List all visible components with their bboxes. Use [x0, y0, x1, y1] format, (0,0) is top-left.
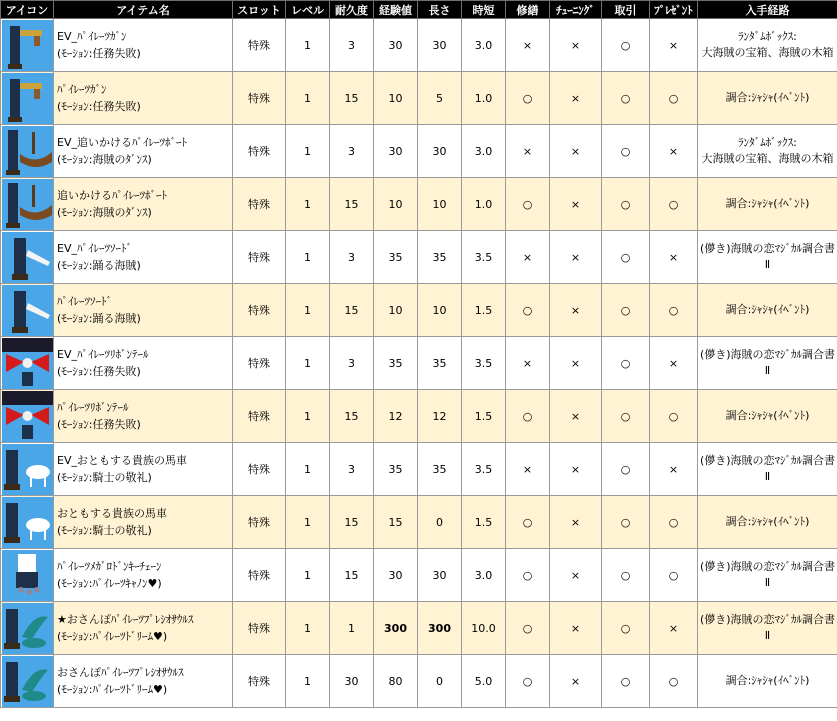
- item-icon-cell: [1, 284, 54, 337]
- cell-tuning: ×: [550, 178, 602, 231]
- cell-time: 3.5: [462, 337, 506, 390]
- cell-length: 12: [418, 390, 462, 443]
- cell-length: 30: [418, 549, 462, 602]
- cell-level: 1: [286, 231, 330, 284]
- cell-length: 0: [418, 655, 462, 708]
- cell-route: [698, 549, 837, 602]
- route-line-1: ﾗﾝﾀﾞﾑﾎﾞｯｸｽ:: [738, 30, 797, 43]
- route-line-1: 調合:ｼｬｼｬ(ｲﾍﾞﾝﾄ): [725, 515, 810, 528]
- cell-slot: 特殊: [233, 19, 286, 72]
- noble-carriage-icon: [2, 444, 53, 495]
- cell-repair: ○: [506, 72, 550, 125]
- cell-route: [698, 19, 837, 72]
- cell-time: 3.0: [462, 19, 506, 72]
- table-row: [1, 549, 837, 602]
- cell-route: [698, 178, 837, 231]
- item-motion: (ﾓｰｼｮﾝ:ﾊﾟｲﾚｰﾂﾄﾞﾘｰﾑ♥): [57, 683, 168, 696]
- cell-route: [698, 125, 837, 178]
- route-line-1: 調合:ｼｬｼｬ(ｲﾍﾞﾝﾄ): [725, 197, 810, 210]
- route-line-1: (儚き)海賊の恋ﾏｼﾞｶﾙ調合書Ⅱ: [699, 348, 836, 377]
- cell-tuning: ×: [550, 72, 602, 125]
- item-name-cell: [54, 496, 233, 549]
- cell-exp: 30: [374, 549, 418, 602]
- cell-present: ○: [650, 72, 698, 125]
- cell-trade: ○: [602, 125, 650, 178]
- item-icon-cell: [1, 19, 54, 72]
- cell-present: ×: [650, 443, 698, 496]
- pirate-boat-icon: [2, 126, 53, 177]
- item-name: ﾊﾟｲﾚｰﾂｿｰﾄﾞ: [57, 295, 112, 308]
- cell-trade: ○: [602, 655, 650, 708]
- item-motion: (ﾓｰｼｮﾝ:騎士の敬礼): [57, 524, 152, 537]
- item-name: ﾊﾟｲﾚｰﾂﾘﾎﾞﾝﾃｰﾙ: [57, 401, 129, 414]
- cell-time: 3.5: [462, 231, 506, 284]
- table-row: [1, 602, 837, 655]
- cell-exp: 12: [374, 390, 418, 443]
- cell-durability: 15: [330, 178, 374, 231]
- item-name: ﾊﾟｲﾚｰﾂｶﾞﾝ: [57, 83, 107, 96]
- cell-repair: ○: [506, 284, 550, 337]
- item-name-cell: [54, 337, 233, 390]
- pirate-gun-icon: [2, 73, 53, 124]
- item-icon-cell: [1, 72, 54, 125]
- header-level: レベル: [286, 1, 330, 19]
- item-icon-cell: [1, 390, 54, 443]
- cell-slot: 特殊: [233, 496, 286, 549]
- cell-present: ×: [650, 125, 698, 178]
- cell-trade: ○: [602, 231, 650, 284]
- cell-durability: 15: [330, 72, 374, 125]
- cell-durability: 3: [330, 19, 374, 72]
- cell-exp: 15: [374, 496, 418, 549]
- cell-tuning: ×: [550, 443, 602, 496]
- cell-repair: ×: [506, 443, 550, 496]
- route-line-1: 調合:ｼｬｼｬ(ｲﾍﾞﾝﾄ): [725, 409, 810, 422]
- route-line-2: 大海賊の宝箱、海賊の木箱: [701, 152, 834, 165]
- table-row: [1, 390, 837, 443]
- table-row: [1, 19, 837, 72]
- header-row: [1, 1, 837, 19]
- cell-level: 1: [286, 549, 330, 602]
- header-slot: スロット: [233, 1, 286, 19]
- table-row: [1, 231, 837, 284]
- cell-exp: 10: [374, 284, 418, 337]
- cell-length: 30: [418, 19, 462, 72]
- route-line-2: 大海賊の宝箱、海賊の木箱: [701, 46, 834, 59]
- item-name: 追いかけるﾊﾟｲﾚｰﾂﾎﾞｰﾄ: [57, 189, 167, 202]
- item-icon-cell: [1, 496, 54, 549]
- cell-trade: ○: [602, 602, 650, 655]
- cell-route: [698, 72, 837, 125]
- cell-durability: 15: [330, 390, 374, 443]
- item-icon-cell: [1, 231, 54, 284]
- item-name-cell: [54, 602, 233, 655]
- cell-slot: 特殊: [233, 655, 286, 708]
- item-name: おともする貴族の馬車: [57, 507, 167, 520]
- cell-repair: ○: [506, 549, 550, 602]
- pirate-sword-icon: [2, 285, 53, 336]
- cell-slot: 特殊: [233, 125, 286, 178]
- item-motion: (ﾓｰｼｮﾝ:任務失敗): [57, 100, 141, 113]
- cell-level: 1: [286, 284, 330, 337]
- cell-time: 1.0: [462, 72, 506, 125]
- cell-level: 1: [286, 443, 330, 496]
- cell-level: 1: [286, 72, 330, 125]
- item-name: EV_ﾊﾟｲﾚｰﾂｿｰﾄﾞ: [57, 242, 132, 255]
- route-line-1: (儚き)海賊の恋ﾏｼﾞｶﾙ調合書Ⅱ: [699, 242, 836, 271]
- cell-slot: 特殊: [233, 284, 286, 337]
- route-line-1: ﾗﾝﾀﾞﾑﾎﾞｯｸｽ:: [738, 136, 797, 149]
- pirate-boat-icon: [2, 179, 53, 230]
- cell-length: 10: [418, 284, 462, 337]
- cell-level: 1: [286, 125, 330, 178]
- cell-present: ×: [650, 231, 698, 284]
- item-name-cell: [54, 72, 233, 125]
- plesiosaurus-icon: [2, 603, 53, 654]
- cell-slot: 特殊: [233, 231, 286, 284]
- item-name: おさんぽﾊﾟｲﾚｰﾂﾌﾟﾚｼｵｻｳﾙｽ: [57, 666, 184, 679]
- cell-time: 5.0: [462, 655, 506, 708]
- cell-time: 1.5: [462, 284, 506, 337]
- cell-present: ○: [650, 549, 698, 602]
- cell-level: 1: [286, 496, 330, 549]
- item-icon-cell: [1, 602, 54, 655]
- cell-length: 35: [418, 231, 462, 284]
- item-name-cell: [54, 284, 233, 337]
- cell-route: [698, 284, 837, 337]
- item-motion: (ﾓｰｼｮﾝ:海賊のﾀﾞﾝｽ): [57, 153, 152, 166]
- cell-route: [698, 231, 837, 284]
- pirate-ribbon-icon: [2, 391, 53, 442]
- cell-repair: ○: [506, 496, 550, 549]
- cell-present: ○: [650, 496, 698, 549]
- item-motion: (ﾓｰｼｮﾝ:任務失敗): [57, 418, 141, 431]
- cell-present: ×: [650, 19, 698, 72]
- cell-route: [698, 337, 837, 390]
- cell-tuning: ×: [550, 337, 602, 390]
- table-row: [1, 655, 837, 708]
- cell-durability: 3: [330, 337, 374, 390]
- route-line-1: (儚き)海賊の恋ﾏｼﾞｶﾙ調合書Ⅱ: [699, 560, 836, 589]
- cell-repair: ○: [506, 178, 550, 231]
- table-row: [1, 443, 837, 496]
- item-motion: (ﾓｰｼｮﾝ:騎士の敬礼): [57, 471, 152, 484]
- cell-present: ○: [650, 390, 698, 443]
- item-icon-cell: [1, 337, 54, 390]
- header-durability: 耐久度: [330, 1, 374, 19]
- table-row: [1, 496, 837, 549]
- cell-durability: 3: [330, 125, 374, 178]
- table-row: [1, 72, 837, 125]
- cell-repair: ×: [506, 125, 550, 178]
- cell-durability: 1: [330, 602, 374, 655]
- cell-slot: 特殊: [233, 72, 286, 125]
- cell-level: 1: [286, 178, 330, 231]
- cell-exp: 35: [374, 443, 418, 496]
- cell-route: [698, 390, 837, 443]
- cell-tuning: ×: [550, 549, 602, 602]
- cell-trade: ○: [602, 72, 650, 125]
- cell-exp: 30: [374, 125, 418, 178]
- cell-exp: 30: [374, 19, 418, 72]
- item-name: ﾊﾟｲﾚｰﾂﾒｶﾞﾛﾄﾞﾝｷｰﾁｪｰﾝ: [57, 560, 162, 573]
- item-name: EV_おともする貴族の馬車: [57, 454, 187, 467]
- cell-present: ○: [650, 178, 698, 231]
- cell-repair: ○: [506, 602, 550, 655]
- cell-exp: 300: [374, 602, 418, 655]
- cell-tuning: ×: [550, 496, 602, 549]
- header-length: 長さ: [418, 1, 462, 19]
- cell-level: 1: [286, 19, 330, 72]
- table-row: [1, 284, 837, 337]
- item-icon-cell: [1, 549, 54, 602]
- cell-durability: 15: [330, 549, 374, 602]
- item-motion: (ﾓｰｼｮﾝ:踊る海賊): [57, 259, 141, 272]
- cell-durability: 3: [330, 443, 374, 496]
- cell-present: ○: [650, 284, 698, 337]
- cell-route: [698, 496, 837, 549]
- cell-trade: ○: [602, 549, 650, 602]
- pirate-ribbon-icon: [2, 338, 53, 389]
- cell-tuning: ×: [550, 19, 602, 72]
- header-time: 時短: [462, 1, 506, 19]
- item-motion: (ﾓｰｼｮﾝ:任務失敗): [57, 365, 141, 378]
- route-line-1: 調合:ｼｬｼｬ(ｲﾍﾞﾝﾄ): [725, 674, 810, 687]
- header-name: アイテム名: [54, 1, 233, 19]
- cell-time: 1.0: [462, 178, 506, 231]
- route-line-1: 調合:ｼｬｼｬ(ｲﾍﾞﾝﾄ): [725, 91, 810, 104]
- item-name-cell: [54, 231, 233, 284]
- cell-level: 1: [286, 602, 330, 655]
- cell-trade: ○: [602, 337, 650, 390]
- cell-time: 1.5: [462, 390, 506, 443]
- cell-time: 10.0: [462, 602, 506, 655]
- header-trade: 取引: [602, 1, 650, 19]
- cell-durability: 30: [330, 655, 374, 708]
- header-exp: 経験値: [374, 1, 418, 19]
- cell-length: 35: [418, 443, 462, 496]
- header-icon: アイコン: [1, 1, 54, 19]
- cell-tuning: ×: [550, 390, 602, 443]
- cell-time: 3.5: [462, 443, 506, 496]
- cell-time: 3.0: [462, 125, 506, 178]
- cell-route: [698, 655, 837, 708]
- header-present: ﾌﾟﾚｾﾞﾝﾄ: [650, 1, 698, 19]
- cell-durability: 3: [330, 231, 374, 284]
- item-name-cell: [54, 655, 233, 708]
- cell-length: 300: [418, 602, 462, 655]
- table-row: [1, 178, 837, 231]
- cell-length: 30: [418, 125, 462, 178]
- cell-tuning: ×: [550, 125, 602, 178]
- item-motion: (ﾓｰｼｮﾝ:ﾊﾟｲﾚｰﾂｷｬﾉﾝ♥): [57, 577, 162, 590]
- item-motion: (ﾓｰｼｮﾝ:任務失敗): [57, 47, 141, 60]
- item-name: ★おさんぽﾊﾟｲﾚｰﾂﾌﾟﾚｼｵｻｳﾙｽ: [57, 613, 194, 626]
- item-name-cell: [54, 443, 233, 496]
- item-name: EV_ﾊﾟｲﾚｰﾂﾘﾎﾞﾝﾃｰﾙ: [57, 348, 149, 361]
- cell-exp: 80: [374, 655, 418, 708]
- cell-length: 5: [418, 72, 462, 125]
- cell-tuning: ×: [550, 655, 602, 708]
- item-name: EV_ﾊﾟｲﾚｰﾂｶﾞﾝ: [57, 30, 127, 43]
- header-route: 入手経路: [698, 1, 837, 19]
- cell-exp: 10: [374, 178, 418, 231]
- pirate-gun-icon: [2, 20, 53, 71]
- cell-length: 10: [418, 178, 462, 231]
- cell-level: 1: [286, 655, 330, 708]
- cell-slot: 特殊: [233, 549, 286, 602]
- item-icon-cell: [1, 655, 54, 708]
- cell-present: ×: [650, 337, 698, 390]
- item-icon-cell: [1, 178, 54, 231]
- cell-slot: 特殊: [233, 443, 286, 496]
- item-name-cell: [54, 125, 233, 178]
- cell-present: ○: [650, 655, 698, 708]
- cell-slot: 特殊: [233, 337, 286, 390]
- item-name-cell: [54, 178, 233, 231]
- item-icon-cell: [1, 125, 54, 178]
- cell-exp: 35: [374, 337, 418, 390]
- cell-repair: ×: [506, 19, 550, 72]
- cell-trade: ○: [602, 19, 650, 72]
- cell-repair: ×: [506, 337, 550, 390]
- cell-time: 1.5: [462, 496, 506, 549]
- item-name-cell: [54, 549, 233, 602]
- cell-tuning: ×: [550, 231, 602, 284]
- route-line-1: 調合:ｼｬｼｬ(ｲﾍﾞﾝﾄ): [725, 303, 810, 316]
- cell-trade: ○: [602, 178, 650, 231]
- cell-time: 3.0: [462, 549, 506, 602]
- cell-slot: 特殊: [233, 602, 286, 655]
- cell-route: [698, 602, 837, 655]
- header-tuning: ﾁｭｰﾆﾝｸﾞ: [550, 1, 602, 19]
- item-motion: (ﾓｰｼｮﾝ:踊る海賊): [57, 312, 141, 325]
- cell-length: 0: [418, 496, 462, 549]
- item-motion: (ﾓｰｼｮﾝ:ﾊﾟｲﾚｰﾂﾄﾞﾘｰﾑ♥): [57, 630, 168, 643]
- cell-trade: ○: [602, 496, 650, 549]
- cell-exp: 10: [374, 72, 418, 125]
- header-repair: 修繕: [506, 1, 550, 19]
- cell-durability: 15: [330, 496, 374, 549]
- cell-exp: 35: [374, 231, 418, 284]
- noble-carriage-icon: [2, 497, 53, 548]
- pirate-sword-icon: [2, 232, 53, 283]
- cell-route: [698, 443, 837, 496]
- cell-length: 35: [418, 337, 462, 390]
- cell-tuning: ×: [550, 284, 602, 337]
- item-motion: (ﾓｰｼｮﾝ:海賊のﾀﾞﾝｽ): [57, 206, 152, 219]
- cell-durability: 15: [330, 284, 374, 337]
- cell-level: 1: [286, 337, 330, 390]
- cell-present: ×: [650, 602, 698, 655]
- item-name-cell: [54, 19, 233, 72]
- cell-slot: 特殊: [233, 390, 286, 443]
- item-icon-cell: [1, 443, 54, 496]
- cell-repair: ○: [506, 390, 550, 443]
- cell-slot: 特殊: [233, 178, 286, 231]
- table-row: [1, 337, 837, 390]
- megalodon-chain-icon: [2, 550, 53, 601]
- cell-level: 1: [286, 390, 330, 443]
- item-name-cell: [54, 390, 233, 443]
- item-name: EV_追いかけるﾊﾟｲﾚｰﾂﾎﾞｰﾄ: [57, 136, 187, 149]
- plesiosaurus-icon: [2, 656, 53, 707]
- cell-repair: ×: [506, 231, 550, 284]
- route-line-1: (儚き)海賊の恋ﾏｼﾞｶﾙ調合書Ⅱ: [699, 613, 836, 642]
- table-row: [1, 125, 837, 178]
- cell-tuning: ×: [550, 602, 602, 655]
- cell-trade: ○: [602, 390, 650, 443]
- cell-trade: ○: [602, 284, 650, 337]
- cell-trade: ○: [602, 443, 650, 496]
- route-line-1: (儚き)海賊の恋ﾏｼﾞｶﾙ調合書Ⅱ: [699, 454, 836, 483]
- cell-repair: ○: [506, 655, 550, 708]
